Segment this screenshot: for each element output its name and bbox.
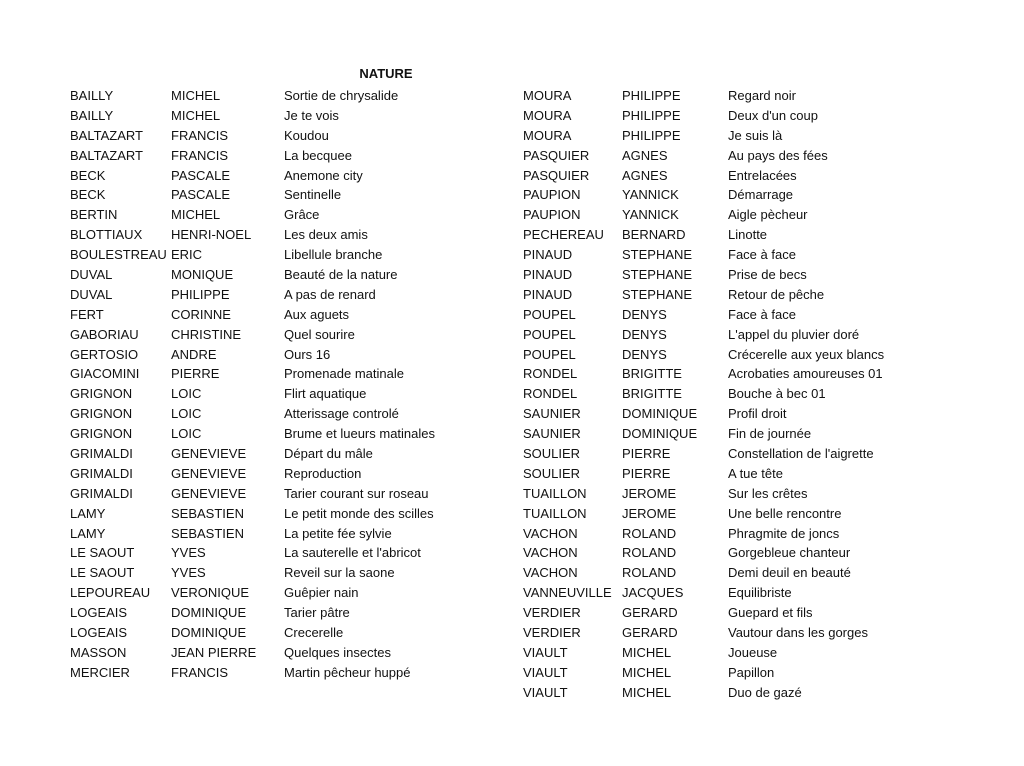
- entry-row: [70, 205, 524, 225]
- photo-title-cell: Ours 16: [284, 346, 331, 362]
- first-name-cell: JACQUES: [622, 585, 684, 601]
- entry-row: [70, 543, 524, 563]
- entry-row: [70, 444, 524, 464]
- first-name-cell: DOMINIQUE: [622, 406, 698, 422]
- first-name-cell: PHILIPPE: [171, 286, 230, 302]
- first-name-cell: YANNICK: [622, 187, 679, 203]
- last-name-cell: GRIMALDI: [70, 485, 133, 501]
- entry-row: [70, 146, 524, 166]
- first-name-cell: YANNICK: [622, 207, 679, 223]
- photo-title-cell: Martin pêcheur huppé: [284, 664, 411, 680]
- photo-title-cell: Flirt aquatique: [284, 386, 367, 402]
- entry-row: [70, 225, 524, 245]
- last-name-cell: MOURA: [523, 88, 572, 103]
- entry-row: [523, 563, 928, 583]
- last-name-cell: GABORIAU: [70, 326, 139, 342]
- first-name-cell: PHILIPPE: [622, 127, 681, 143]
- last-name-cell: DUVAL: [70, 286, 113, 302]
- entry-row: [523, 106, 928, 126]
- photo-title-cell: La sauterelle et l'abricot: [284, 545, 421, 561]
- photo-title-cell: Crécerelle aux yeux blancs: [728, 346, 885, 362]
- entry-row: [523, 623, 928, 643]
- photo-title-cell: Aigle pècheur: [728, 207, 808, 223]
- photo-title-cell: Anemone city: [284, 167, 363, 183]
- last-name-cell: LOGEAIS: [70, 605, 128, 621]
- photo-title-cell: Brume et lueurs matinales: [284, 426, 436, 442]
- first-name-cell: MICHEL: [171, 107, 221, 123]
- photo-title-cell: Je te vois: [284, 107, 339, 123]
- first-name-cell: FRANCIS: [171, 664, 229, 680]
- first-name-cell: MICHEL: [171, 207, 221, 223]
- photo-title-cell: Phragmite de joncs: [728, 525, 840, 541]
- last-name-cell: BECK: [70, 167, 106, 183]
- last-name-cell: PAUPION: [523, 207, 581, 223]
- first-name-cell: GERARD: [622, 605, 678, 621]
- entry-row: [70, 384, 524, 404]
- last-name-cell: PAUPION: [523, 187, 581, 203]
- last-name-cell: BERTIN: [70, 207, 118, 223]
- first-name-cell: DOMINIQUE: [622, 426, 698, 442]
- photo-title-cell: Joueuse: [728, 644, 778, 660]
- entry-row: [523, 583, 928, 603]
- last-name-cell: VIAULT: [523, 664, 568, 680]
- entry-row: [70, 663, 524, 683]
- last-name-cell: MERCIER: [70, 664, 130, 680]
- first-name-cell: GENEVIEVE: [171, 485, 247, 501]
- photo-title-cell: La becquee: [284, 147, 352, 163]
- first-name-cell: JEROME: [622, 485, 677, 501]
- entry-row: [523, 444, 928, 464]
- last-name-cell: TUAILLON: [523, 485, 587, 501]
- photo-title-cell: Prise de becs: [728, 267, 807, 283]
- last-name-cell: DUVAL: [70, 267, 113, 283]
- photo-title-cell: La petite fée sylvie: [284, 525, 392, 541]
- photo-title-cell: Profil droit: [728, 406, 787, 422]
- first-name-cell: PHILIPPE: [622, 107, 681, 123]
- last-name-cell: PASQUIER: [523, 167, 590, 183]
- last-name-cell: POUPEL: [523, 306, 576, 322]
- last-name-cell: FERT: [70, 306, 104, 322]
- photo-title-cell: Sortie de chrysalide: [284, 88, 399, 103]
- entry-row: [523, 166, 928, 186]
- photo-title-cell: Tarier courant sur roseau: [284, 485, 429, 501]
- photo-title-cell: L'appel du pluvier doré: [728, 326, 860, 342]
- photo-title-cell: Guêpier nain: [284, 585, 359, 601]
- entry-row: [70, 305, 524, 325]
- entry-row: [70, 583, 524, 603]
- first-name-cell: BRIGITTE: [622, 386, 682, 402]
- photo-title-cell: Quel sourire: [284, 326, 355, 342]
- entry-row: [70, 325, 524, 345]
- photo-title-cell: Linotte: [728, 227, 768, 243]
- first-name-cell: STEPHANE: [622, 247, 693, 263]
- entry-row: [70, 285, 524, 305]
- entry-row: [523, 524, 928, 544]
- last-name-cell: SOULIER: [523, 465, 581, 481]
- first-name-cell: PASCALE: [171, 187, 231, 203]
- first-name-cell: SEBASTIEN: [171, 525, 244, 541]
- last-name-cell: TUAILLON: [523, 505, 587, 521]
- last-name-cell: PINAUD: [523, 267, 573, 283]
- last-name-cell: GERTOSIO: [70, 346, 139, 362]
- first-name-cell: SEBASTIEN: [171, 505, 244, 521]
- entry-row: [70, 106, 524, 126]
- first-name-cell: CHRISTINE: [171, 326, 242, 342]
- last-name-cell: BLOTTIAUX: [70, 227, 143, 243]
- first-name-cell: BERNARD: [622, 227, 686, 243]
- first-name-cell: DOMINIQUE: [171, 605, 247, 621]
- entry-row: [523, 285, 928, 305]
- photo-title-cell: Papillon: [728, 664, 775, 680]
- photo-title-cell: Démarrage: [728, 187, 794, 203]
- photo-title-cell: Face à face: [728, 247, 796, 263]
- photo-title-cell: Reveil sur la saone: [284, 565, 395, 581]
- last-name-cell: SOULIER: [523, 446, 581, 462]
- first-name-cell: DOMINIQUE: [171, 625, 247, 641]
- entry-row: [523, 643, 928, 663]
- photo-title-cell: Le petit monde des scilles: [284, 505, 434, 521]
- photo-title-cell: Grâce: [284, 207, 320, 223]
- photo-title-cell: Fin de journée: [728, 426, 812, 442]
- last-name-cell: SAUNIER: [523, 406, 581, 422]
- photo-title-cell: Aux aguets: [284, 306, 350, 322]
- entry-row: [523, 364, 928, 384]
- last-name-cell: LE SAOUT: [70, 565, 135, 581]
- photo-title-cell: Beauté de la nature: [284, 267, 398, 283]
- photo-title-cell: Sentinelle: [284, 187, 342, 203]
- entry-row: [523, 543, 928, 563]
- entry-row: [523, 404, 928, 424]
- first-name-cell: JEAN PIERRE: [171, 644, 257, 660]
- last-name-cell: VACHON: [523, 525, 578, 541]
- entry-row: [523, 464, 928, 484]
- photo-title-cell: Retour de pêche: [728, 286, 825, 302]
- entry-row: [70, 643, 524, 663]
- last-name-cell: RONDEL: [523, 386, 578, 402]
- first-name-cell: YVES: [171, 565, 206, 581]
- last-name-cell: SAUNIER: [523, 426, 581, 442]
- first-name-cell: GERARD: [622, 625, 678, 641]
- first-name-cell: FRANCIS: [171, 147, 229, 163]
- entry-row: [70, 185, 524, 205]
- last-name-cell: POUPEL: [523, 346, 576, 362]
- photo-title-cell: Au pays des fées: [728, 147, 828, 163]
- last-name-cell: BOULESTREAU: [70, 247, 167, 263]
- first-name-cell: PIERRE: [171, 366, 220, 382]
- last-name-cell: VACHON: [523, 565, 578, 581]
- first-name-cell: FRANCIS: [171, 127, 229, 143]
- left-entries-list: [70, 86, 524, 683]
- photo-title-cell: Acrobaties amoureuses 01: [728, 366, 883, 382]
- photo-title-cell: Gorgebleue chanteur: [728, 545, 851, 561]
- first-name-cell: MICHEL: [622, 684, 672, 700]
- photo-title-cell: Départ du mâle: [284, 446, 373, 462]
- first-name-cell: ROLAND: [622, 525, 677, 541]
- first-name-cell: STEPHANE: [622, 267, 693, 283]
- entry-row: [70, 166, 524, 186]
- entry-row: [523, 86, 928, 106]
- last-name-cell: MASSON: [70, 644, 127, 660]
- last-name-cell: LAMY: [70, 525, 106, 541]
- entry-row: [523, 245, 928, 265]
- photo-title-cell: Equilibriste: [728, 585, 792, 601]
- last-name-cell: PECHEREAU: [523, 227, 604, 243]
- last-name-cell: GRIMALDI: [70, 446, 133, 462]
- photo-title-cell: Tarier pâtre: [284, 605, 350, 621]
- last-name-cell: VIAULT: [523, 644, 568, 660]
- last-name-cell: VIAULT: [523, 684, 568, 700]
- last-name-cell: BALTAZART: [70, 147, 143, 163]
- photo-title-cell: Face à face: [728, 306, 796, 322]
- photo-title-cell: Crecerelle: [284, 625, 344, 641]
- entry-row: [523, 683, 928, 703]
- first-name-cell: LOIC: [171, 406, 202, 422]
- first-name-cell: LOIC: [171, 426, 202, 442]
- last-name-cell: LE SAOUT: [70, 545, 135, 561]
- photo-title-cell: Bouche à bec 01: [728, 386, 826, 402]
- first-name-cell: STEPHANE: [622, 286, 693, 302]
- entry-row: [70, 504, 524, 524]
- first-name-cell: MICHEL: [171, 88, 221, 103]
- first-name-cell: AGNES: [622, 147, 668, 163]
- photo-title-cell: Duo de gazé: [728, 684, 802, 700]
- first-name-cell: GENEVIEVE: [171, 446, 247, 462]
- photo-title-cell: Guepard et fils: [728, 605, 813, 621]
- first-name-cell: LOIC: [171, 386, 202, 402]
- last-name-cell: BECK: [70, 187, 106, 203]
- first-name-cell: ANDRE: [171, 346, 217, 362]
- entry-row: [70, 603, 524, 623]
- first-name-cell: JEROME: [622, 505, 677, 521]
- document-title: NATURE: [359, 66, 413, 81]
- entry-row: [70, 484, 524, 504]
- entry-row: [523, 205, 928, 225]
- first-name-cell: YVES: [171, 545, 206, 561]
- entry-row: [523, 146, 928, 166]
- entry-row: [523, 126, 928, 146]
- entry-row: [523, 325, 928, 345]
- entry-row: [70, 404, 524, 424]
- entry-row: [70, 245, 524, 265]
- last-name-cell: GRIGNON: [70, 426, 133, 442]
- photo-title-cell: Libellule branche: [284, 247, 383, 263]
- photo-title-cell: Promenade matinale: [284, 366, 404, 382]
- first-name-cell: ROLAND: [622, 545, 677, 561]
- photo-title-cell: Une belle rencontre: [728, 505, 842, 521]
- last-name-cell: MOURA: [523, 107, 572, 123]
- entry-row: [523, 603, 928, 623]
- entry-row: [70, 563, 524, 583]
- entry-row: [523, 484, 928, 504]
- last-name-cell: LAMY: [70, 505, 106, 521]
- entry-row: [70, 86, 524, 106]
- photo-title-cell: Sur les crêtes: [728, 485, 808, 501]
- first-name-cell: DENYS: [622, 306, 667, 322]
- last-name-cell: PINAUD: [523, 247, 573, 263]
- last-name-cell: LOGEAIS: [70, 625, 128, 641]
- last-name-cell: VANNEUVILLE: [523, 585, 612, 601]
- first-name-cell: MICHEL: [622, 664, 672, 680]
- photo-title-cell: Entrelacées: [728, 167, 797, 183]
- photo-title-cell: A pas de renard: [284, 286, 376, 302]
- entry-row: [523, 185, 928, 205]
- last-name-cell: VACHON: [523, 545, 578, 561]
- entry-row: [70, 524, 524, 544]
- last-name-cell: VERDIER: [523, 605, 581, 621]
- first-name-cell: CORINNE: [171, 306, 231, 322]
- last-name-cell: GIACOMINI: [70, 366, 140, 382]
- photo-title-cell: Koudou: [284, 127, 329, 143]
- first-name-cell: PIERRE: [622, 465, 671, 481]
- photo-title-cell: Vautour dans les gorges: [728, 625, 868, 641]
- entry-row: [523, 384, 928, 404]
- entry-row: [70, 345, 524, 365]
- first-name-cell: GENEVIEVE: [171, 465, 247, 481]
- entry-row: [523, 424, 928, 444]
- entry-row: [70, 464, 524, 484]
- last-name-cell: PINAUD: [523, 286, 573, 302]
- entry-row: [523, 663, 928, 683]
- entry-row: [523, 345, 928, 365]
- entry-row: [70, 623, 524, 643]
- last-name-cell: BAILLY: [70, 107, 114, 123]
- first-name-cell: VERONIQUE: [171, 585, 250, 601]
- photo-title-cell: Quelques insectes: [284, 644, 391, 660]
- last-name-cell: RONDEL: [523, 366, 578, 382]
- photo-title-cell: Reproduction: [284, 465, 362, 481]
- first-name-cell: ERIC: [171, 247, 203, 263]
- entry-row: [70, 126, 524, 146]
- photo-title-cell: Les deux amis: [284, 227, 368, 243]
- first-name-cell: ROLAND: [622, 565, 677, 581]
- last-name-cell: GRIGNON: [70, 386, 133, 402]
- last-name-cell: LEPOUREAU: [70, 585, 151, 601]
- entry-row: [70, 364, 524, 384]
- photo-title-cell: Demi deuil en beauté: [728, 565, 851, 581]
- last-name-cell: POUPEL: [523, 326, 576, 342]
- first-name-cell: PIERRE: [622, 446, 671, 462]
- first-name-cell: MONIQUE: [171, 267, 234, 283]
- first-name-cell: DENYS: [622, 326, 667, 342]
- first-name-cell: AGNES: [622, 167, 668, 183]
- entry-row: [523, 225, 928, 245]
- first-name-cell: DENYS: [622, 346, 667, 362]
- entry-row: [523, 504, 928, 524]
- last-name-cell: BAILLY: [70, 88, 114, 103]
- photo-title-cell: Constellation de l'aigrette: [728, 446, 874, 462]
- photo-title-cell: Je suis là: [728, 127, 783, 143]
- last-name-cell: BALTAZART: [70, 127, 143, 143]
- first-name-cell: HENRI-NOEL: [171, 227, 252, 243]
- first-name-cell: PASCALE: [171, 167, 231, 183]
- photo-title-cell: Deux d'un coup: [728, 107, 818, 123]
- entry-row: [523, 265, 928, 285]
- last-name-cell: VERDIER: [523, 625, 581, 641]
- photo-title-cell: A tue tête: [728, 465, 783, 481]
- entry-row: [523, 305, 928, 325]
- last-name-cell: PASQUIER: [523, 147, 590, 163]
- photo-title-cell: Atterissage controlé: [284, 406, 399, 422]
- entry-row: [70, 265, 524, 285]
- entry-row: [70, 424, 524, 444]
- first-name-cell: PHILIPPE: [622, 88, 681, 103]
- first-name-cell: BRIGITTE: [622, 366, 682, 382]
- first-name-cell: MICHEL: [622, 644, 672, 660]
- photo-title-cell: Regard noir: [728, 88, 796, 103]
- last-name-cell: GRIGNON: [70, 406, 133, 422]
- last-name-cell: GRIMALDI: [70, 465, 133, 481]
- right-entries-list: [523, 86, 928, 703]
- last-name-cell: MOURA: [523, 127, 572, 143]
